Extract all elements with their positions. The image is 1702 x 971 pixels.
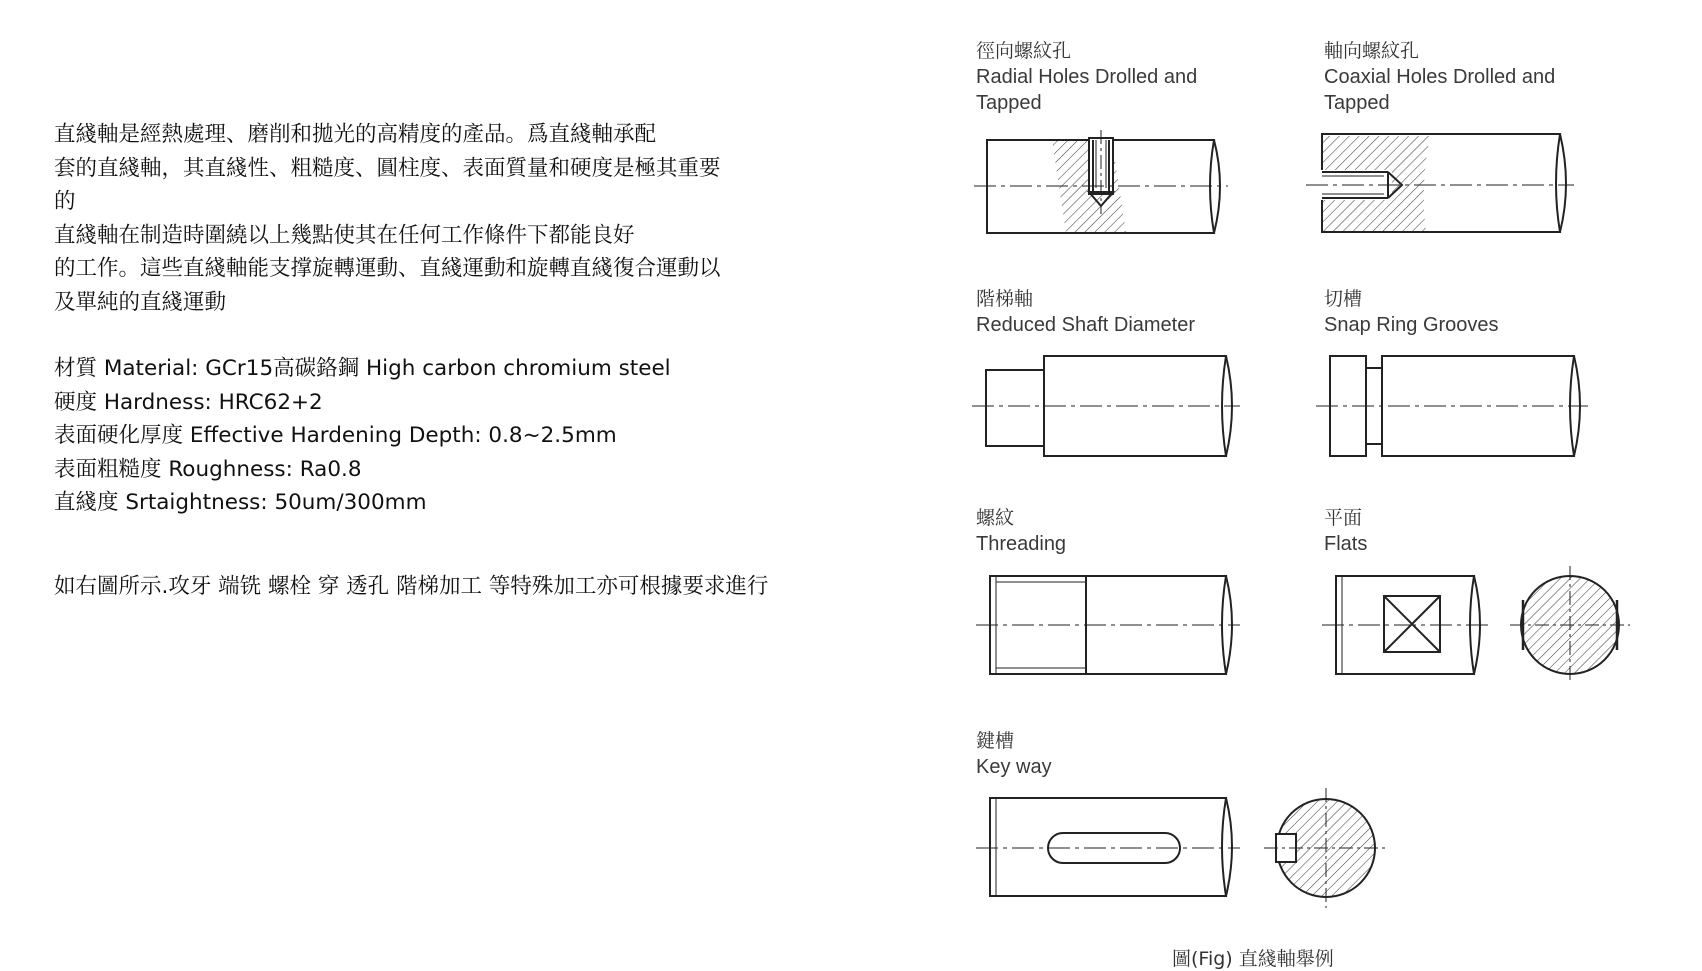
- snap-ring-drawing: [1316, 356, 1588, 456]
- spec-roughness: 表面粗糙度 Roughness: Ra0.8: [54, 456, 362, 482]
- label-radial-zh: 徑向螺紋孔: [976, 40, 1072, 62]
- label-keyway-en: Key way: [976, 756, 1052, 778]
- reduced-shaft-drawing: [972, 356, 1240, 456]
- custom-machining-note: 如右圖所示.攻牙 端铣 螺栓 穿 透孔 階梯加工 等特殊加工亦可根據要求進行: [54, 573, 769, 599]
- radial-holes-drawing: [974, 130, 1228, 233]
- threading-drawing: [976, 576, 1240, 674]
- figure-caption: 圖(Fig) 直綫軸舉例: [1172, 948, 1334, 970]
- label-coaxial-zh: 軸向螺紋孔: [1324, 40, 1420, 62]
- label-radial-en2: Tapped: [976, 92, 1042, 114]
- flats-drawing: [1322, 566, 1630, 684]
- label-coaxial-en2: Tapped: [1324, 92, 1390, 114]
- label-flats-zh: 平面: [1324, 507, 1363, 529]
- label-snap-zh: 切槽: [1324, 288, 1363, 310]
- label-reduced-zh: 階梯軸: [976, 288, 1034, 310]
- label-coaxial-en1: Coaxial Holes Drolled and: [1324, 66, 1556, 88]
- spec-hardness: 硬度 Hardness: HRC62+2: [54, 389, 323, 415]
- intro-line-4: 直綫軸在制造時圍繞以上幾點使其在任何工作條件下都能良好: [54, 222, 635, 248]
- label-keyway-zh: 鍵槽: [976, 730, 1015, 752]
- label-radial-en1: Radial Holes Drolled and: [976, 66, 1198, 88]
- spec-hardening-depth: 表面硬化厚度 Effective Hardening Depth: 0.8~2.5mm: [54, 423, 617, 448]
- label-reduced-en: Reduced Shaft Diameter: [976, 314, 1196, 336]
- intro-line-3: 的: [54, 189, 76, 214]
- label-flats-en: Flats: [1324, 533, 1368, 555]
- spec-straightness: 直綫度 Srtaightness: 50um/300mm: [54, 490, 427, 515]
- intro-line-6: 及單純的直綫運動: [54, 289, 227, 315]
- keyway-drawing: [976, 788, 1386, 908]
- label-snap-en: Snap Ring Grooves: [1324, 314, 1499, 336]
- coaxial-holes-drawing: [1306, 134, 1574, 232]
- intro-line-5: 的工作。這些直綫軸能支撑旋轉運動、直綫運動和旋轉直綫復合運動以: [54, 256, 721, 281]
- label-threading-en: Threading: [976, 533, 1067, 555]
- spec-material: 材質 Material: GCr15高碳鉻鋼 High carbon chromium steel: [54, 356, 671, 381]
- intro-line-2: 套的直綫軸，其直綫性、粗糙度、圓柱度、表面質量和硬度是極其重要: [54, 155, 721, 181]
- label-threading-zh: 螺紋: [976, 507, 1015, 529]
- intro-line-1: 直綫軸是經熱處理、磨削和拋光的高精度的產品。爲直綫軸承配: [54, 122, 657, 147]
